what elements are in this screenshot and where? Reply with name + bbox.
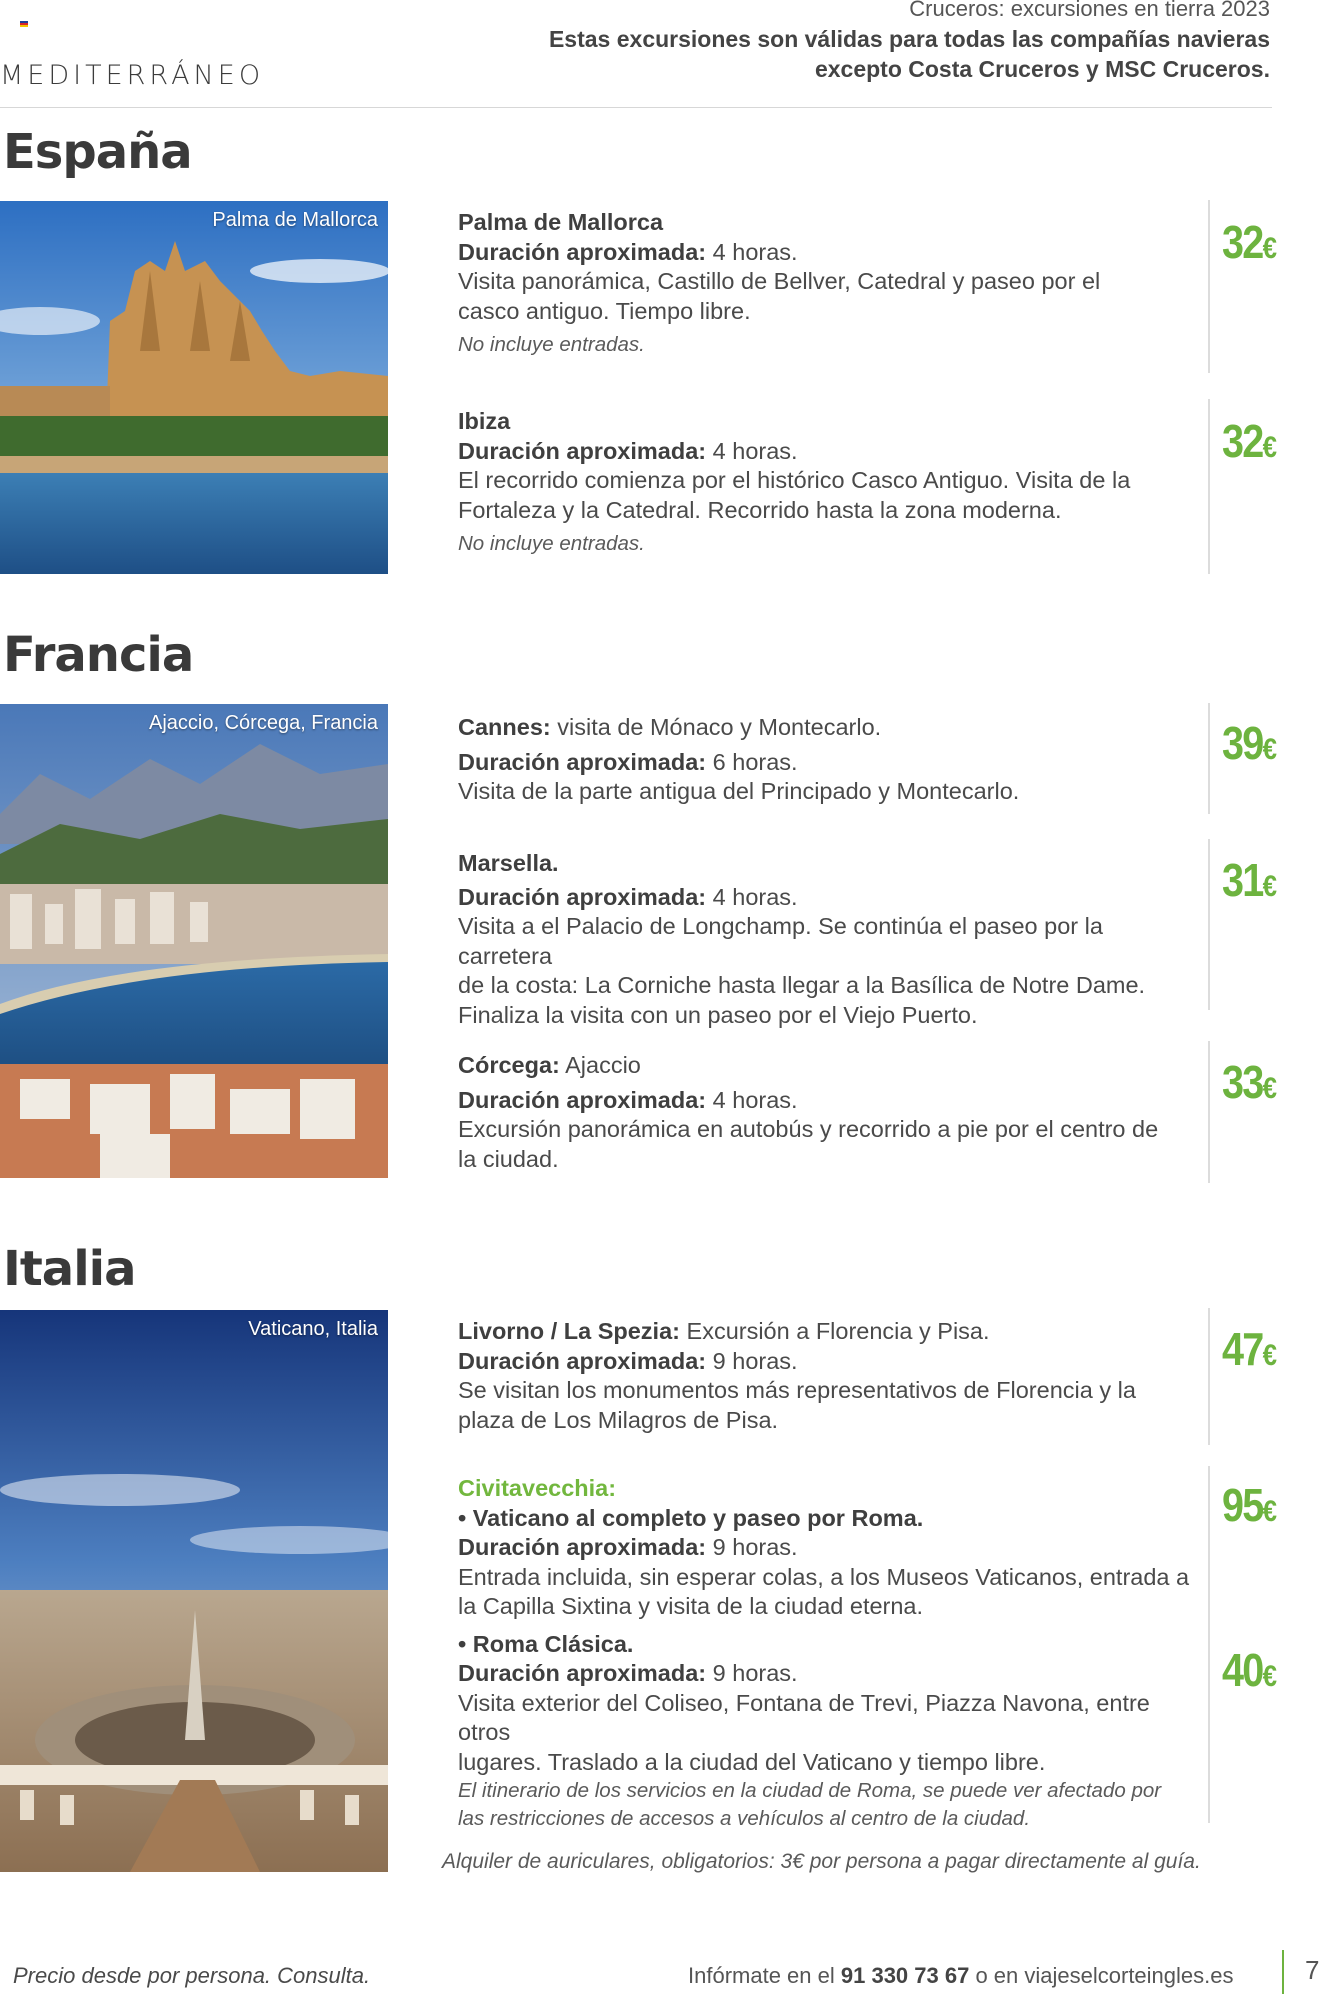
price-marsella: 31€ [1222, 854, 1277, 906]
price-divider [1208, 200, 1210, 373]
excursion-desc: plaza de Los Milagros de Pisa. [458, 1406, 779, 1433]
excursion-desc: de la costa: La Corniche hasta llegar a la Basílica de Notre Dame. [458, 972, 1146, 998]
excursion-place: Ibiza [458, 408, 511, 434]
excursion-ibiza [458, 407, 1203, 558]
excursion-civitavecchia [458, 1474, 1203, 1833]
excursion-place: Córcega: [458, 1052, 560, 1078]
price-divider [1208, 703, 1210, 814]
excursion-desc: Excursión panorámica en autobús y recorrido a pie por el centro de [458, 1116, 1159, 1142]
price-livorno: 47€ [1222, 1323, 1277, 1375]
duration-value: 4 horas. [706, 238, 798, 265]
footer-contact [688, 1963, 1234, 1989]
brand-title: MEDITERRÁNEO [0, 60, 265, 91]
header-subtitle: Cruceros: excursiones en tierra 2023 [909, 0, 1270, 21]
price-divider [1208, 1466, 1210, 1823]
excursion-desc: Visita exterior del Coliseo, Fontana de Trevi, Piazza Navona, entre otros [458, 1689, 1150, 1745]
excursion-desc: Visita panorámica, Castillo de Bellver, Catedral y paseo por el [458, 268, 1101, 294]
duration-label: Duración aproximada: [458, 1347, 707, 1374]
excursion-note: las restricciones de accesos a vehículos al centro de la ciudad. [458, 1807, 1031, 1830]
excursion-place-detail: Ajaccio [559, 1052, 641, 1078]
duration-value: 4 horas. [706, 883, 798, 910]
footer-price-note: Precio desde por persona. Consulta. [13, 1963, 371, 1988]
header-divider [0, 107, 1272, 108]
duration-label: Duración aproximada: [458, 748, 707, 775]
photo-palma [0, 201, 388, 574]
excursion-desc: El recorrido comienza por el histórico Casco Antiguo. Visita de la [458, 467, 1131, 493]
footer-phone: 91 330 73 67 [840, 1963, 970, 1988]
excursion-note: No incluye entradas. [458, 333, 645, 356]
photo-caption-ajaccio: Ajaccio, Córcega, Francia [149, 712, 378, 734]
excursion-place: Cannes: [458, 714, 551, 740]
excursion-note: No incluye entradas. [458, 532, 645, 555]
header-info [370, 0, 1270, 84]
price-divider [1208, 1308, 1210, 1445]
excursion-desc: Finaliza la visita con un paseo por el Viejo Puerto. [458, 1001, 978, 1028]
price-ibiza: 32€ [1222, 415, 1277, 467]
excursion-desc: Fortaleza y la Catedral. Recorrido hasta la zona moderna. [458, 496, 1062, 523]
excursion-place: Marsella. [458, 850, 559, 876]
duration-label: Duración aproximada: [458, 238, 707, 265]
excursion-place-detail: visita de Mónaco y Montecarlo. [550, 714, 882, 740]
flag-icon [20, 21, 28, 27]
footer-info-prefix: Infórmate en el [688, 1963, 841, 1988]
duration-label: Duración aproximada: [458, 1534, 707, 1560]
excursion-desc: Entrada incluida, sin esperar colas, a los Museos Vaticanos, entrada a [458, 1563, 1190, 1590]
price-cannes: 39€ [1222, 717, 1277, 769]
price-roma-clasica: 40€ [1222, 1644, 1277, 1696]
headphones-note: Alquiler de auriculares, obligatorios: 3€ por persona a pagar directamente al guía. [442, 1850, 1201, 1873]
price-divider [1208, 1041, 1210, 1183]
price-divider [1208, 399, 1210, 574]
duration-label: Duración aproximada: [458, 883, 707, 910]
photo-vaticano [0, 1310, 388, 1872]
duration-value: 9 horas. [706, 1660, 798, 1686]
excursion-desc: lugares. Traslado a la ciudad del Vaticano y tiempo libre. [458, 1748, 1046, 1775]
header-note-line1: Estas excursiones son válidas para todas las compañías navieras [548, 26, 1270, 52]
excursion-desc: Se visitan los monumentos más representativos de Florencia y la [458, 1377, 1136, 1403]
duration-label: Duración aproximada: [458, 1086, 707, 1113]
excursion-place-detail: Excursión a Florencia y Pisa. [679, 1318, 990, 1344]
duration-label: Duración aproximada: [458, 1660, 707, 1686]
section-title-espana: España [3, 124, 192, 180]
section-title-francia: Francia [3, 627, 194, 683]
footer-divider [1282, 1950, 1284, 1994]
duration-value: 4 horas. [706, 1086, 798, 1113]
footer-website: o en viajeselcorteingles.es [969, 1963, 1234, 1988]
excursion-option-title: • Roma Clásica. [458, 1630, 634, 1657]
page-number: 7 [1305, 1955, 1320, 1985]
price-palma: 32€ [1222, 216, 1277, 268]
excursion-place: Civitavecchia: [458, 1475, 617, 1501]
excursion-desc: casco antiguo. Tiempo libre. [458, 297, 751, 324]
excursion-place: Palma de Mallorca [458, 209, 664, 235]
excursion-cannes [458, 713, 1203, 807]
photo-caption-palma: Palma de Mallorca [212, 209, 378, 231]
photo-caption-vaticano: Vaticano, Italia [248, 1318, 378, 1340]
excursion-place: Livorno / La Spezia: [458, 1318, 680, 1344]
price-vaticano: 95€ [1222, 1479, 1277, 1531]
excursion-desc: la ciudad. [458, 1145, 559, 1172]
excursion-option-title: • Vaticano al completo y paseo por Roma. [458, 1504, 924, 1531]
header-note-line2: excepto Costa Cruceros y MSC Cruceros. [814, 56, 1270, 82]
excursion-desc: la Capilla Sixtina y visita de la ciudad eterna. [458, 1593, 924, 1619]
excursion-desc: Visita de la parte antigua del Principado y Montecarlo. [458, 778, 1020, 804]
excursion-corcega [458, 1051, 1203, 1174]
excursion-note: El itinerario de los servicios en la ciudad de Roma, se puede ver afectado por [458, 1779, 1162, 1802]
duration-value: 4 horas. [706, 437, 798, 464]
excursion-desc: Visita a el Palacio de Longchamp. Se continúa el paseo por la carretera [458, 913, 1103, 969]
section-title-italia: Italia [3, 1241, 136, 1297]
duration-value: 9 horas. [706, 1347, 798, 1374]
duration-label: Duración aproximada: [458, 437, 707, 464]
excursion-livorno [458, 1317, 1203, 1435]
excursion-palma [458, 208, 1203, 359]
photo-ajaccio [0, 704, 388, 1178]
price-corcega: 33€ [1222, 1056, 1277, 1108]
price-divider [1208, 839, 1210, 1010]
duration-value: 9 horas. [706, 1534, 798, 1560]
excursion-marsella [458, 849, 1203, 1030]
duration-value: 6 horas. [706, 748, 798, 775]
